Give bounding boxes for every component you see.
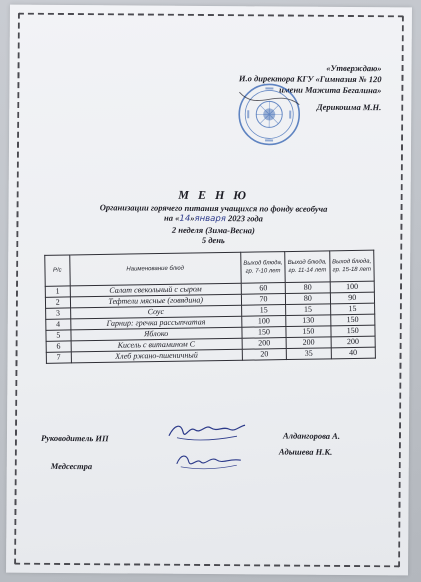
menu-title: М Е Н Ю <box>178 187 250 203</box>
date-mid: » <box>190 212 195 223</box>
nurse-name: Адышева Н.К. <box>278 446 333 457</box>
date-year: 2023 года <box>225 213 263 224</box>
portion-7-10: 20 <box>242 349 287 361</box>
table-header-row <box>45 250 374 286</box>
head-name: Алдангорова А. <box>282 430 341 441</box>
portion-15-18: 150 <box>330 325 375 337</box>
row-number: 6 <box>46 341 71 352</box>
dish-name: Гарнир: гречка рассыпчатая <box>70 316 241 330</box>
row-number: 7 <box>46 352 71 363</box>
menu-week: 2 неделя (Зима-Весна) <box>171 224 255 236</box>
approval-signer: Дерикошма М.Н. <box>316 101 382 113</box>
portion-7-10: 70 <box>241 294 286 306</box>
approval-line-2: И.о директора КГУ «Гимназия № 120 <box>238 73 382 85</box>
portion-7-10: 150 <box>242 327 287 339</box>
dish-name: Хлеб ржано-пшеничный <box>71 349 242 363</box>
date-day: 14 <box>179 213 191 224</box>
portion-15-18: 200 <box>331 336 376 348</box>
row-number: 3 <box>46 308 71 319</box>
portion-7-10: 200 <box>242 338 287 350</box>
portion-15-18: 150 <box>330 314 375 326</box>
row-number: 5 <box>46 330 71 341</box>
head-signature-icon <box>167 420 247 445</box>
dish-name: Салат свекольный с сыром <box>70 283 241 297</box>
portion-15-18: 100 <box>330 281 375 293</box>
portion-11-14: 150 <box>286 326 331 338</box>
date-prefix: на « <box>164 212 180 223</box>
portion-7-10: 60 <box>241 283 286 295</box>
header-portion-7-10: Выход блюда, гр. 7-10 лет <box>241 252 286 284</box>
header-portion-15-18: Выход блюда, гр. 15-18 лет <box>329 250 374 282</box>
dish-name: Соус <box>70 305 241 319</box>
title-block <box>58 187 368 246</box>
portion-15-18: 90 <box>330 292 375 304</box>
portion-11-14: 35 <box>286 348 331 360</box>
menu-document <box>6 5 412 576</box>
portion-7-10: 100 <box>242 316 287 328</box>
row-number: 4 <box>46 319 71 330</box>
portion-15-18: 40 <box>331 347 376 359</box>
portion-11-14: 200 <box>286 337 331 349</box>
header-dish: Наименование блюд <box>69 252 241 286</box>
row-number: 1 <box>45 286 70 297</box>
menu-table <box>44 250 376 364</box>
portion-11-14: 130 <box>286 315 331 327</box>
portion-11-14: 80 <box>286 293 331 305</box>
approval-line-3: имени Мажита Бегалина» <box>279 84 382 96</box>
portion-11-14: 80 <box>285 282 330 294</box>
approval-line-1: «Утверждаю» <box>326 62 382 74</box>
nurse-label: Медсестра <box>50 460 93 472</box>
portion-11-14: 15 <box>286 304 331 316</box>
portion-7-10: 15 <box>241 305 286 317</box>
portion-15-18: 15 <box>330 303 375 315</box>
header-num: Р/с <box>45 255 70 286</box>
dish-name: Тефтели мясные (говядина) <box>70 294 241 308</box>
nurse-signature-icon <box>175 450 245 472</box>
dish-name: Кисель с витамином С <box>71 338 242 352</box>
row-number: 2 <box>45 297 70 308</box>
official-stamp-icon <box>237 82 301 146</box>
menu-day: 5 день <box>201 234 225 246</box>
header-portion-11-14: Выход блюда, гр. 11-14 лет <box>285 251 330 283</box>
dish-name: Яблоко <box>70 327 241 341</box>
head-label: Руководитель ИП <box>40 432 109 444</box>
date-month: января <box>194 213 226 225</box>
menu-subtitle: Организации горячего питания учащихся по фонду всеобуча <box>99 202 328 214</box>
